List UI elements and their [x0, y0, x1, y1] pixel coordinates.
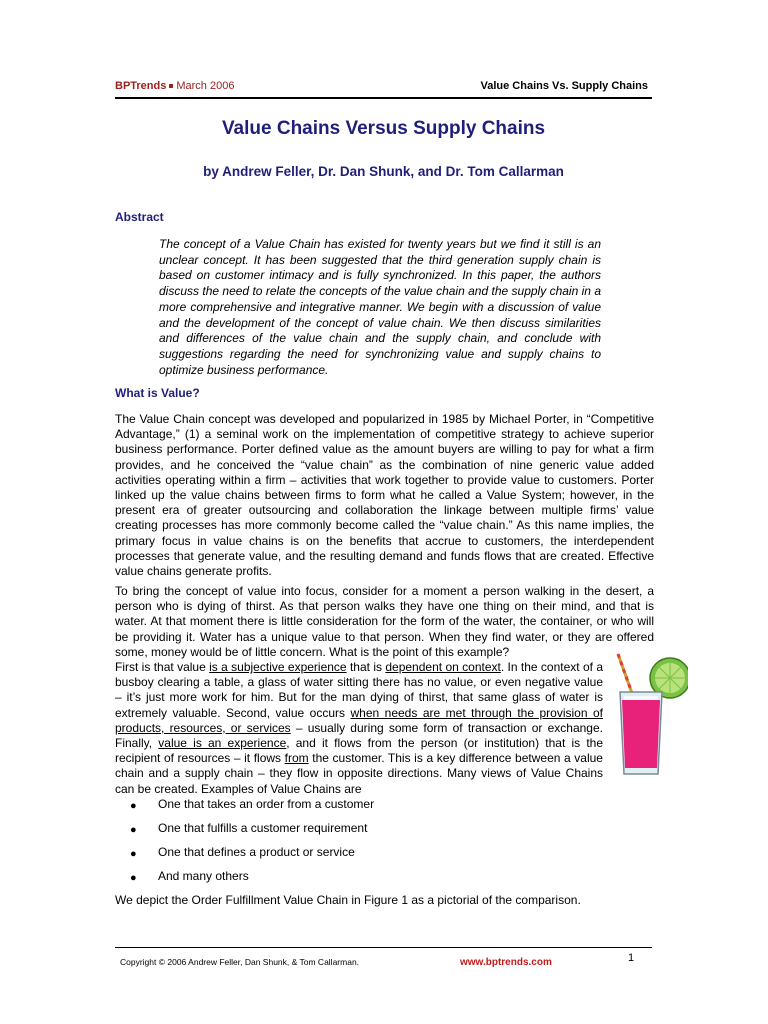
footer-rule — [115, 947, 652, 948]
footer-website-link[interactable]: www.bptrends.com — [460, 957, 552, 968]
list-item — [128, 821, 528, 845]
list-item — [128, 797, 528, 821]
bullet-icon: ● — [130, 848, 137, 860]
value-chain-examples-list — [128, 797, 528, 893]
document-title: Value Chains Versus Supply Chains — [221, 118, 546, 139]
text-segment: that is — [346, 660, 386, 674]
paragraph-porter: The Value Chain concept was developed and popularized in 1985 by Michael Porter, in “Competitive Advantage,” (1) a seminal work on the implementation of competitive strategy to achieve superior business performance. Porter defined value as the amount buyers are willing to pay for what a firm provides, and he conceived the “value chain” as the combination of nine generic value added activities operating within a firm – activities that work together to provide value to customers. Porter linked up the value chains between firms to form what he called a Value System; however, in the present era of greater outsourcing and collaboration the linkage between multiple firms’ value creating processes has more commonly become called the “value chain.” As this name implies, the primary focus in value chains is on the benefits that accrue to customers, the interdependent processes that generate value, and the resulting demand and funds flows that are created. Effective value chains generate profits. — [115, 412, 654, 579]
underlined-phrase-needs-met: when needs are met through the provision of products, resources, or services — [115, 705, 603, 735]
figure-reference-sentence: We depict the Order Fulfillment Value Chain in Figure 1 as a pictorial of the comparison. — [115, 893, 581, 907]
drink-glass-illustration-icon — [612, 650, 688, 782]
text-segment: First is that value — [115, 660, 210, 674]
list-item-text: One that takes an order from a customer — [158, 797, 375, 811]
text-segment: . In the context of a busboy clearing a table, a glass of water sitting there has no value, or even negative value – it’s just more work for him. But for the man dying of thirst, that same glass of water is extremely valuable. Second, value occurs — [115, 660, 604, 720]
header-separator-square — [169, 84, 173, 88]
bullet-icon: ● — [130, 872, 137, 884]
underlined-phrase-experience: value is an experience — [158, 736, 287, 751]
text-segment: the customer. This is a key difference between a value chain and a supply chain – they flow in opposite directions. Many views of Value Chains can be created. Examples of Value Chains are — [115, 751, 603, 796]
list-item-text: One that defines a product or service — [158, 845, 355, 859]
list-item-text: And many others — [158, 869, 249, 883]
desert-text: To bring the concept of value into focus, consider for a moment a person walking in the desert, a person who is dying of thirst. As that person walks they have one thing on their mind, and that is water. At that moment there is little consideration for the form of the water, the container, or who will be providing it. Water has a unique value to that person. When they find water, or they are offered some, money would be of little concern. What is the point of this example? — [115, 584, 654, 659]
paragraph-value-points — [115, 660, 603, 797]
running-header — [115, 78, 652, 96]
underlined-word-from: from — [284, 751, 309, 766]
header-brand — [115, 80, 234, 92]
list-item — [128, 845, 528, 869]
bullet-icon: ● — [130, 824, 137, 836]
paragraph-desert-intro — [115, 584, 654, 660]
document-authors: by Andrew Feller, Dr. Dan Shunk, and Dr. Tom Callarman — [203, 164, 564, 179]
list-item-text: One that fulfills a customer requirement — [158, 821, 368, 835]
bullet-icon: ● — [130, 800, 137, 812]
page-number: 1 — [628, 952, 635, 964]
section-heading-what-is-value: What is Value? — [115, 386, 200, 400]
list-item — [128, 869, 528, 893]
underlined-phrase-context: dependent on context — [385, 660, 501, 674]
text-segment: – usually during some form of transaction or exchange. Finally, — [115, 720, 603, 751]
header-date: March 2006 — [176, 80, 235, 92]
header-rule — [115, 97, 652, 99]
abstract-text: The concept of a Value Chain has existed for twenty years but we find it still is an unclear concept. It has been suggested that the third generation supply chain is based on customer intimacy and is fully synchronized. In this paper, the authors discuss the need to relate the concepts of the value chain and the supply chain in a more comprehensive and integrative manner. We begin with a discussion of value and the development of the concept of value chain. We then discuss similarities and differences of the value chain and the supply chain, and conclude with suggestions regarding the need for synchronizing value and supply chains to optimize business performance. — [159, 237, 601, 377]
brand-name: BPTrends — [115, 80, 167, 92]
underlined-phrase-subjective: is a subjective experience — [209, 660, 347, 674]
text-segment: , and it flows from the person (or institution) that is the recipient of resources – it flows — [115, 736, 603, 766]
abstract-heading: Abstract — [115, 210, 164, 224]
header-running-title: Value Chains Vs. Supply Chains — [480, 80, 648, 92]
footer-copyright: Copyright © 2006 Andrew Feller, Dan Shunk, & Tom Callarman. — [120, 957, 360, 967]
